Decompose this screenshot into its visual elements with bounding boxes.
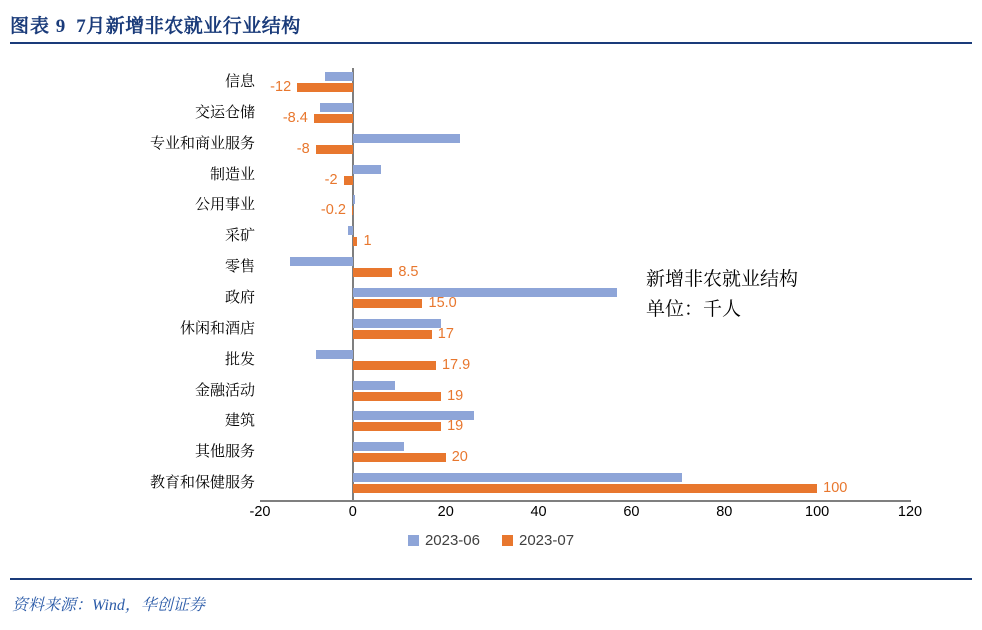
legend-swatch-icon — [408, 535, 419, 546]
bar-2023-07 — [353, 237, 358, 246]
bar-value-label: 19 — [447, 387, 464, 404]
x-tick-label: 60 — [623, 504, 640, 520]
bar-value-label: 20 — [451, 449, 468, 466]
bar-2023-07 — [353, 330, 432, 339]
bar-value-label: -12 — [270, 79, 292, 95]
bar-value-label: -8.4 — [282, 109, 308, 126]
bar-value-label: 1 — [363, 233, 372, 250]
chart-row — [224, 222, 910, 251]
category-label: 批发 — [224, 350, 255, 368]
plot-area — [149, 68, 910, 500]
bar-2023-07 — [353, 453, 446, 462]
figure-number: 图表 9 — [10, 15, 67, 37]
chart-legend — [10, 532, 972, 549]
bar-2023-07 — [314, 114, 353, 123]
category-label: 其他服务 — [194, 443, 255, 461]
bar-2023-06 — [353, 442, 404, 451]
chart-row — [194, 377, 910, 406]
bar-2023-06 — [353, 473, 683, 482]
chart-row — [209, 161, 910, 190]
x-tick-label: 20 — [437, 504, 454, 520]
bar-value-label: -2 — [324, 171, 338, 188]
bar-2023-07 — [297, 83, 353, 92]
category-axis-line — [260, 500, 911, 502]
category-label: 金融活动 — [194, 381, 255, 399]
bar-2023-06 — [353, 288, 618, 297]
bar-value-label: 17 — [437, 325, 454, 342]
category-label: 教育和保健服务 — [149, 474, 255, 492]
x-tick-label: 0 — [348, 504, 357, 520]
footer-divider — [10, 578, 972, 580]
x-tick-label: 40 — [530, 504, 547, 520]
bar-2023-06 — [353, 381, 395, 390]
chart-row — [179, 315, 910, 344]
source-note: 资料来源：Wind，华创证券 — [12, 597, 205, 614]
legend-item[interactable] — [408, 532, 480, 549]
page-title: 7月新增非农就业行业结构 — [76, 15, 301, 37]
bar-2023-06 — [353, 195, 355, 204]
category-label: 休闲和酒店 — [179, 319, 255, 337]
legend-item[interactable] — [502, 532, 574, 549]
category-label: 公用事业 — [194, 196, 255, 214]
annotation-line-1: 新增非农就业结构 — [646, 269, 799, 290]
bar-2023-07 — [344, 176, 353, 185]
chart-row — [224, 407, 910, 436]
bar-2023-06 — [353, 165, 381, 174]
legend-label: 2023-06 — [424, 532, 480, 549]
chart-row — [224, 68, 910, 97]
category-label: 政府 — [224, 289, 255, 306]
chart-row — [224, 253, 910, 282]
category-label: 信息 — [224, 73, 255, 90]
bar-value-label: 17.9 — [441, 356, 471, 373]
x-tick-label: -20 — [249, 504, 271, 520]
bar-2023-07 — [353, 422, 441, 431]
bar-2023-06 — [353, 319, 441, 328]
chart-row — [224, 284, 910, 313]
legend-swatch-icon — [502, 535, 513, 546]
bar-2023-07 — [353, 392, 441, 401]
category-label: 专业和商业服务 — [149, 134, 255, 152]
x-tick-label: 120 — [897, 504, 923, 520]
bar-2023-07 — [352, 206, 353, 215]
bar-2023-06 — [348, 226, 353, 235]
category-label: 建筑 — [224, 412, 255, 430]
bar-value-label: 8.5 — [398, 264, 419, 281]
category-label: 交运仓储 — [194, 103, 255, 121]
figure-header — [10, 6, 972, 42]
bar-2023-07 — [353, 268, 392, 277]
header-divider — [10, 42, 972, 44]
chart-row — [194, 191, 910, 220]
bar-2023-07 — [316, 145, 353, 154]
chart-row — [224, 346, 910, 375]
bar-value-label: -0.2 — [320, 202, 346, 219]
chart-annotation — [646, 265, 798, 325]
bar-value-label: 15.0 — [428, 295, 457, 311]
bar-value-label: -8 — [296, 140, 310, 157]
chart-container — [10, 50, 972, 570]
bar-2023-06 — [325, 72, 353, 81]
bar-2023-06 — [290, 257, 353, 266]
bar-2023-06 — [316, 350, 353, 359]
bar-2023-07 — [353, 299, 423, 308]
chart-row — [194, 438, 910, 467]
x-axis-ticks — [249, 504, 923, 526]
category-label: 采矿 — [224, 227, 255, 245]
x-tick-label: 100 — [805, 504, 830, 520]
chart-row — [149, 469, 910, 498]
bar-value-label: 100 — [823, 480, 848, 497]
legend-label: 2023-07 — [519, 532, 575, 549]
chart-row — [149, 130, 910, 159]
bar-value-label: 19 — [447, 418, 464, 435]
bar-2023-07 — [353, 484, 817, 493]
bar-2023-06 — [353, 134, 460, 143]
annotation-line-2: 单位：千人 — [646, 299, 742, 320]
category-label: 制造业 — [209, 165, 255, 183]
chart-row — [194, 99, 910, 128]
category-label: 零售 — [224, 258, 255, 276]
bar-2023-07 — [353, 361, 436, 370]
bar-2023-06 — [320, 103, 353, 112]
x-tick-label: 80 — [716, 504, 733, 520]
